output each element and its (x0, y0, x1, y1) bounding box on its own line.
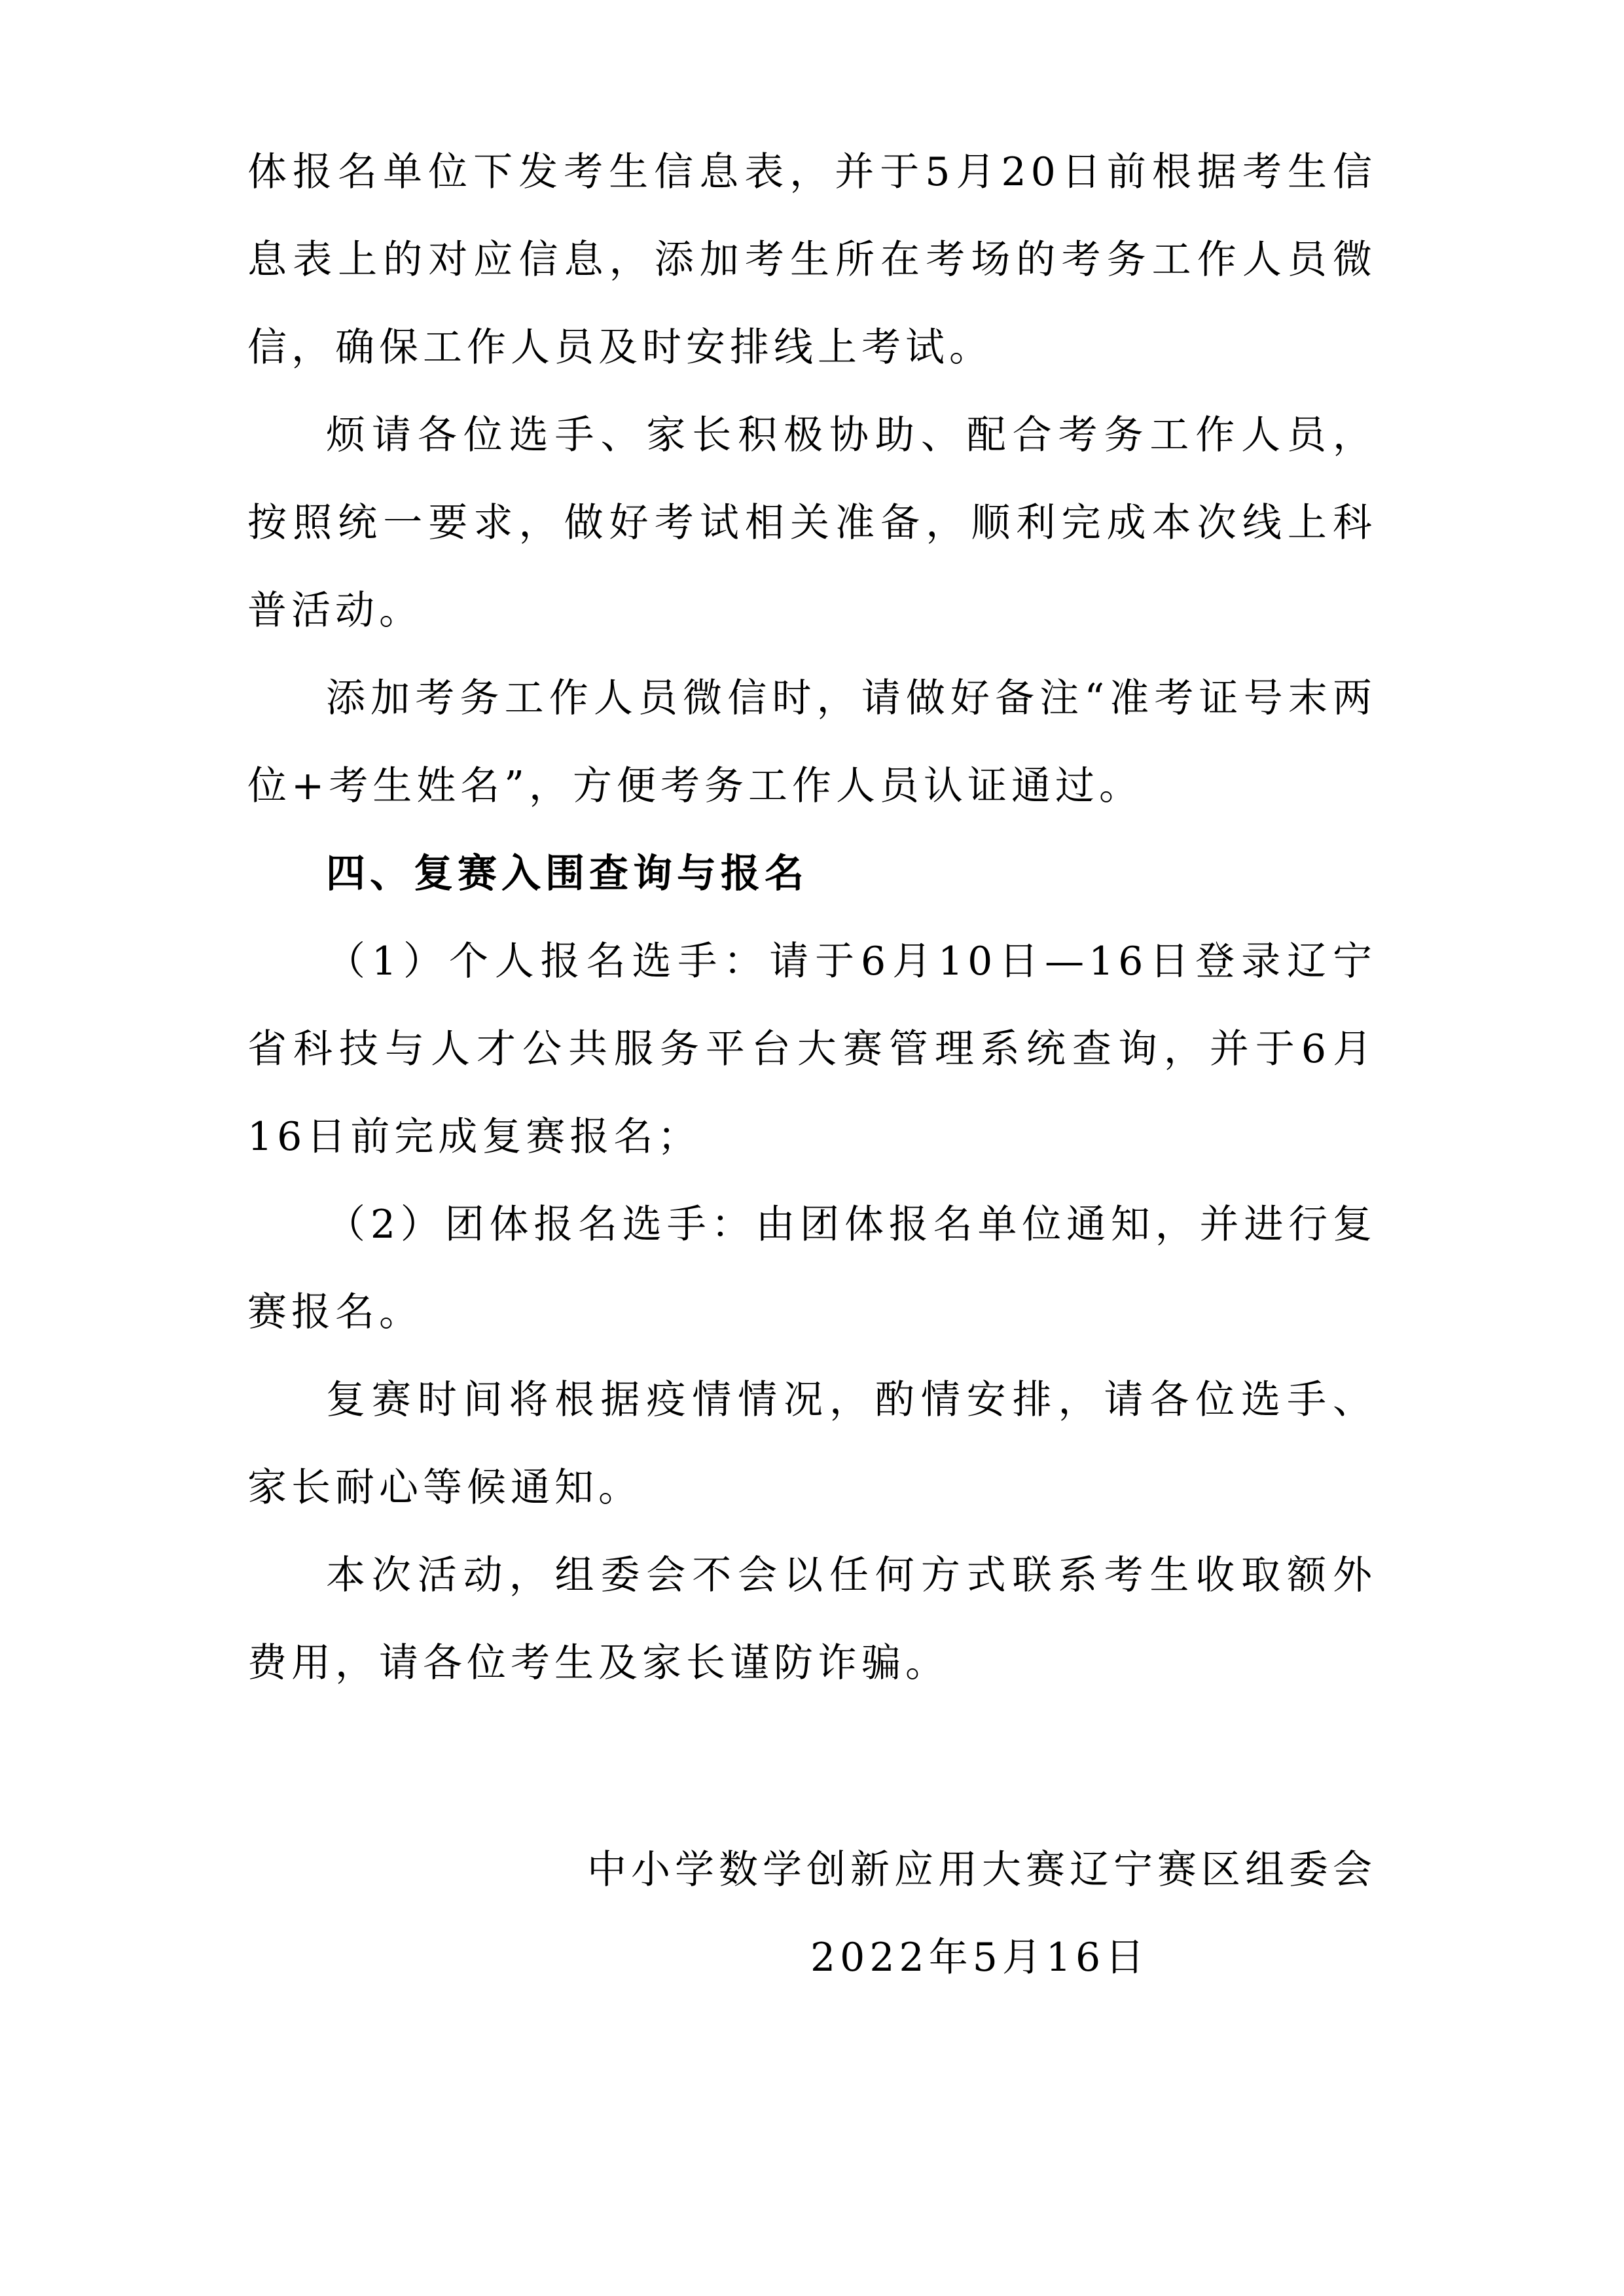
signature-block (247, 1826, 1377, 2001)
paragraph-semifinal-schedule: 复赛时间将根据疫情情况，酌情安排，请各位选手、家长耐心等候通知。 (247, 1377, 1377, 1511)
paragraph-wechat-remark: 添加考务工作人员微信时，请做好备注“准考证号末两位+考生姓名”，方便考务工作人员认证通过。 (247, 675, 1377, 809)
paragraph-exam-info-sheet: 体报名单位下发考生信息表，并于5月20日前根据考生信息表上的对应信息，添加考生所在考场的考务工作人员微信，确保工作人员及时安排线上考试。 (247, 149, 1377, 370)
paragraph-fraud-warning: 本次活动，组委会不会以任何方式联系考生收取额外费用，请各位考生及家长谨防诈骗。 (247, 1552, 1377, 1686)
signature-organization: 中小学数学创新应用大赛辽宁赛区组委会 (587, 1847, 1377, 1893)
paragraph-group-registration: （2）团体报名选手：由团体报名单位通知，并进行复赛报名。 (247, 1202, 1377, 1335)
paragraph-cooperation-request: 烦请各位选手、家长积极协助、配合考务工作人员，按照统一要求，做好考试相关准备，顺利完成本次线上科普活动。 (247, 412, 1377, 634)
paragraph-individual-registration: （1）个人报名选手：请于6月10日—16日登录辽宁省科技与人才公共服务平台大赛管理系统查询，并于6月16日前完成复赛报名； (247, 939, 1377, 1160)
signature-date: 2022年5月16日 (810, 1935, 1149, 1981)
body-text (247, 128, 1377, 1707)
section-heading-semifinal: 四、复赛入围查询与报名 (326, 851, 808, 897)
